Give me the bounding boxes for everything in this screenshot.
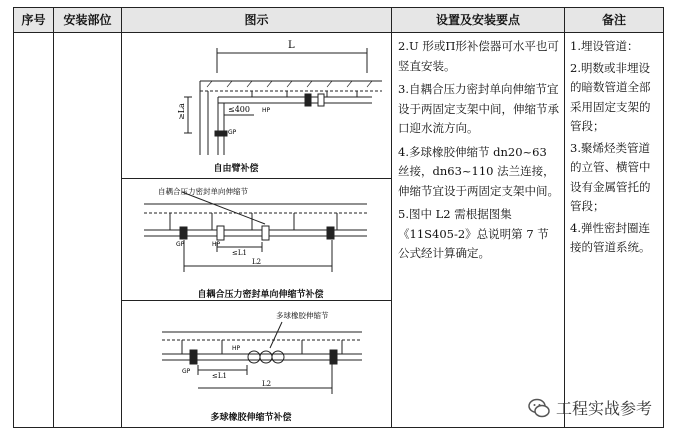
- header-points: 设置及安装要点: [392, 7, 564, 32]
- dim-label-la: ≥La: [177, 103, 186, 120]
- dim-label-l2: L2: [262, 380, 272, 388]
- remark-item: 3.聚烯烃类管道的立管、横管中设有金属管托的管段；: [570, 140, 651, 213]
- point-item: 5.图中 L2 需根据图集《11S405-2》总说明第 7 节公式经计算确定。: [398, 207, 549, 260]
- point-item: 4.多球橡胶伸缩节 dn20~63 丝接，dn63~110 法兰连接，伸缩节宜设于两固定支架中间。: [398, 144, 559, 198]
- col-divider: [564, 7, 565, 428]
- point-item: 3.自耦合压力密封单向伸缩节宜设于两固定支架中间，伸缩节承口迎水流方向。: [398, 82, 559, 135]
- remarks-list: [570, 37, 658, 260]
- table-border-bottom: [13, 427, 664, 428]
- free-arm-diagram: [122, 33, 391, 178]
- gp-label: GP: [176, 241, 185, 248]
- remark-item: 4.弹性密封圈连接的管道系统。: [570, 220, 651, 254]
- header-location: 安装部位: [54, 7, 121, 32]
- gp-label: GP: [182, 368, 191, 375]
- remark-item: 2.明数或非埋设的暗数管道全部采用固定支架的管段；: [570, 60, 651, 133]
- dim-label-l2: L2: [252, 258, 262, 266]
- dim-label-400: ≤400: [228, 105, 250, 114]
- callout-label: 自耦合压力密封单向伸缩节: [158, 187, 248, 196]
- dim-label-l1: ≤L1: [212, 372, 227, 380]
- table-border-top: [13, 7, 664, 8]
- figure-divider: [121, 178, 391, 179]
- installation-points: [398, 37, 560, 268]
- dim-label-l1: ≤L1: [232, 249, 247, 257]
- header-seq: 序号: [14, 7, 53, 32]
- watermark-text: 工程实战参考: [556, 399, 653, 418]
- col-divider: [13, 7, 14, 428]
- hp-label: HP: [232, 345, 241, 352]
- col-divider: [663, 7, 664, 428]
- header-diagram: 图示: [122, 7, 391, 32]
- remark-item: 1.埋设管道：: [570, 39, 639, 53]
- watermark: [528, 396, 652, 419]
- figure-caption: 自由臂补偿: [213, 164, 259, 174]
- point-item: 2.U 形或Π形补偿器可水平也可竖直安装。: [398, 39, 559, 73]
- expansion-joint-diagram: [122, 180, 391, 284]
- figure-divider: [121, 300, 391, 301]
- wechat-logo-icon: [528, 397, 550, 419]
- figure-caption: 多球橡胶伸缩节补偿: [210, 413, 292, 423]
- callout-label: 多球橡胶伸缩节: [276, 311, 329, 320]
- gp-label: GP: [228, 129, 237, 136]
- col-divider: [391, 7, 392, 428]
- col-divider: [53, 7, 54, 428]
- header-remarks: 备注: [565, 7, 663, 32]
- figure-caption: 自耦合压力密封单向伸缩节补偿: [197, 290, 324, 300]
- hp-label: HP: [212, 241, 221, 248]
- hp-label: HP: [262, 107, 271, 114]
- dim-label-l: L: [288, 40, 295, 51]
- rubber-joint-diagram: [122, 302, 391, 406]
